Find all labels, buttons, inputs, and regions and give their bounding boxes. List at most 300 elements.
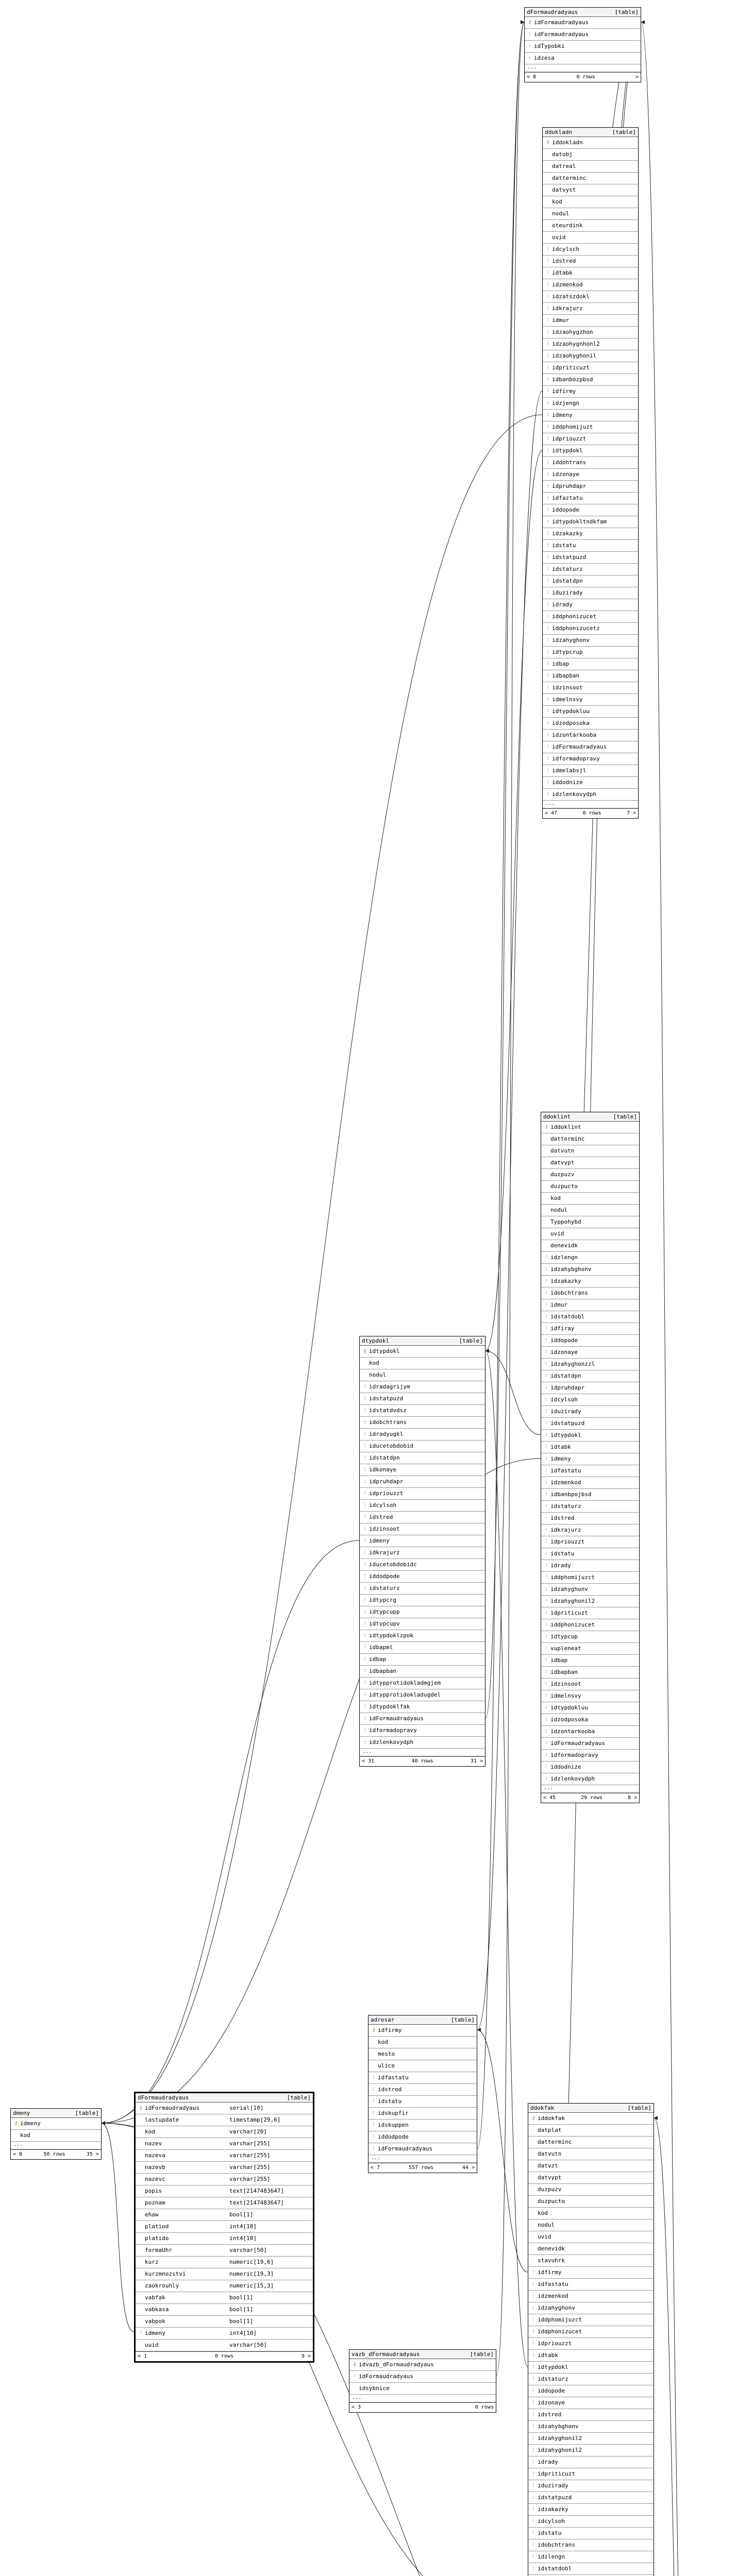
parent-count[interactable]: < 31 <box>362 1758 375 1764</box>
column-row[interactable] <box>543 658 638 670</box>
column-row[interactable] <box>541 1133 639 1145</box>
column-row[interactable] <box>136 2257 313 2268</box>
column-row[interactable] <box>543 765 638 777</box>
column-name: idtypcrup <box>552 649 583 655</box>
column-row[interactable] <box>136 2150 313 2162</box>
table-footer <box>369 2163 477 2173</box>
column-row[interactable] <box>543 611 638 623</box>
parent-count[interactable]: < 8 <box>527 74 537 80</box>
column-row[interactable] <box>360 1535 485 1547</box>
column-row[interactable] <box>528 2504 654 2516</box>
table-name[interactable]: dmeny <box>13 2110 30 2116</box>
foreign-key-icon: ⁝ <box>547 578 549 584</box>
table-header[interactable] <box>525 8 641 17</box>
column-row[interactable] <box>528 2160 654 2172</box>
column-row[interactable] <box>360 1488 485 1500</box>
column-row[interactable] <box>543 552 638 564</box>
table-adresar[interactable] <box>368 2015 477 2173</box>
column-row[interactable] <box>528 2528 654 2539</box>
column-row[interactable] <box>541 1205 639 1216</box>
column-row[interactable] <box>528 2350 654 2362</box>
column-row[interactable] <box>528 2243 654 2255</box>
column-name: idzodposoka <box>550 1716 588 1723</box>
column-row[interactable] <box>136 2304 313 2316</box>
column-name: idcylsoh <box>369 1502 396 1509</box>
table-ddoklint[interactable] <box>541 1112 640 1803</box>
more-columns-indicator[interactable]: ... <box>360 1749 485 1756</box>
table-header[interactable] <box>541 1112 639 1122</box>
column-row[interactable] <box>360 1595 485 1606</box>
column-row[interactable] <box>541 1359 639 1370</box>
more-columns-indicator[interactable]: ... <box>543 801 638 808</box>
column-row[interactable] <box>541 1750 639 1761</box>
column-row[interactable] <box>528 2516 654 2528</box>
table-dformaudradyaus-top[interactable] <box>524 7 641 82</box>
column-row[interactable] <box>360 1512 485 1523</box>
table-header[interactable] <box>369 2015 477 2025</box>
column-row[interactable] <box>543 445 638 457</box>
column-row[interactable] <box>360 1523 485 1535</box>
column-row[interactable] <box>360 1725 485 1737</box>
column-row[interactable] <box>528 2456 654 2468</box>
column-row[interactable] <box>541 1548 639 1560</box>
column-row[interactable] <box>543 161 638 173</box>
column-row[interactable] <box>360 1381 485 1393</box>
table-name[interactable]: dFormaudradyaus <box>527 9 578 15</box>
column-row[interactable] <box>541 1596 639 1607</box>
column-row[interactable] <box>541 1667 639 1679</box>
column-row[interactable] <box>528 2113 654 2125</box>
column-row[interactable] <box>528 2338 654 2350</box>
table-name[interactable]: ddoklint <box>543 1113 571 1120</box>
column-row[interactable] <box>543 433 638 445</box>
column-row[interactable] <box>543 291 638 303</box>
table-ddokladn[interactable] <box>542 127 639 819</box>
foreign-key-icon: ⁝ <box>545 1527 547 1533</box>
column-row[interactable] <box>541 1513 639 1524</box>
column-row[interactable] <box>528 2267 654 2279</box>
more-columns-indicator[interactable]: ... <box>349 2395 496 2402</box>
column-row[interactable] <box>543 267 638 279</box>
column-row[interactable] <box>541 1287 639 1299</box>
table-header[interactable] <box>136 2093 313 2103</box>
column-row[interactable] <box>541 1145 639 1157</box>
column-row[interactable] <box>528 2148 654 2160</box>
table-name[interactable]: dtypdokl <box>362 1337 389 1344</box>
foreign-key-icon: ⁝ <box>547 566 549 572</box>
column-row[interactable] <box>136 2114 313 2126</box>
column-row[interactable] <box>541 1442 639 1453</box>
column-row[interactable] <box>541 1607 639 1619</box>
column-row[interactable] <box>369 2143 477 2155</box>
column-row[interactable] <box>528 2137 654 2148</box>
more-columns-indicator[interactable]: ... <box>11 2142 101 2149</box>
column-row[interactable] <box>543 303 638 315</box>
column-row[interactable] <box>543 149 638 161</box>
column-row[interactable] <box>541 1240 639 1252</box>
column-row[interactable] <box>360 1429 485 1440</box>
child-count[interactable]: 0 rows <box>475 2404 494 2410</box>
column-row[interactable] <box>541 1679 639 1690</box>
column-row[interactable] <box>541 1501 639 1513</box>
column-row[interactable] <box>543 706 638 718</box>
column-row[interactable] <box>543 564 638 575</box>
column-row[interactable] <box>360 1713 485 1725</box>
column-row[interactable] <box>541 1169 639 1181</box>
column-row[interactable] <box>543 753 638 765</box>
column-row[interactable] <box>136 2174 313 2185</box>
parent-count[interactable]: < 1 <box>138 2353 147 2359</box>
column-row[interactable] <box>543 232 638 244</box>
column-row[interactable] <box>528 2231 654 2243</box>
column-row[interactable] <box>541 1643 639 1655</box>
column-row[interactable] <box>360 1689 485 1701</box>
column-row[interactable] <box>541 1714 639 1726</box>
column-row[interactable] <box>541 1453 639 1465</box>
column-row[interactable] <box>543 540 638 552</box>
column-row[interactable] <box>360 1452 485 1464</box>
column-row[interactable] <box>543 421 638 433</box>
column-row[interactable] <box>543 481 638 493</box>
child-count[interactable]: 35 > <box>86 2151 99 2157</box>
child-count[interactable]: 8 > <box>627 1795 637 1801</box>
column-row[interactable] <box>369 2108 477 2120</box>
column-row[interactable] <box>360 1464 485 1476</box>
column-row[interactable] <box>541 1761 639 1773</box>
column-row[interactable] <box>541 1560 639 1572</box>
column-row[interactable] <box>528 2492 654 2504</box>
column-row[interactable] <box>360 1666 485 1677</box>
column-row[interactable] <box>541 1690 639 1702</box>
column-row[interactable] <box>541 1299 639 1311</box>
column-name: idfiray <box>550 1325 575 1332</box>
column-row[interactable] <box>541 1276 639 1287</box>
column-row[interactable] <box>360 1606 485 1618</box>
column-row[interactable] <box>528 2208 654 2219</box>
column-row[interactable] <box>360 1369 485 1381</box>
column-row[interactable] <box>528 2468 654 2480</box>
column-row[interactable] <box>543 493 638 504</box>
foreign-key-icon: ⁝ <box>545 1278 547 1284</box>
column-row[interactable] <box>541 1631 639 1643</box>
column-row[interactable] <box>525 53 641 64</box>
table-dtypdokl[interactable] <box>359 1336 486 1767</box>
column-row[interactable] <box>543 220 638 232</box>
column-row[interactable] <box>543 279 638 291</box>
column-row[interactable] <box>543 338 638 350</box>
column-row[interactable] <box>349 2371 496 2383</box>
column-row[interactable] <box>11 2130 101 2142</box>
column-row[interactable] <box>11 2118 101 2130</box>
column-row[interactable] <box>528 2421 654 2433</box>
table-header[interactable] <box>11 2109 101 2118</box>
child-count[interactable]: 31 > <box>470 1758 483 1764</box>
column-row[interactable] <box>136 2126 313 2138</box>
column-name: denevidk <box>538 2245 565 2252</box>
parent-count[interactable]: < 7 <box>371 2165 380 2171</box>
column-row[interactable] <box>541 1181 639 1193</box>
column-row[interactable] <box>543 694 638 706</box>
parent-count[interactable]: < 47 <box>545 810 558 816</box>
column-row[interactable] <box>541 1157 639 1169</box>
foreign-key-icon: ⁝ <box>547 744 549 750</box>
column-row[interactable] <box>369 2025 477 2037</box>
column-row[interactable] <box>543 635 638 647</box>
column-name: iduzirady <box>550 1408 581 1415</box>
column-row[interactable] <box>136 2162 313 2174</box>
column-row[interactable] <box>541 1335 639 1347</box>
column-row[interactable] <box>543 575 638 587</box>
column-row[interactable] <box>541 1702 639 1714</box>
column-row[interactable] <box>543 256 638 267</box>
column-row[interactable] <box>136 2340 313 2351</box>
column-row[interactable] <box>369 2131 477 2143</box>
column-row[interactable] <box>543 623 638 635</box>
column-row[interactable] <box>360 1642 485 1654</box>
column-row[interactable] <box>543 410 638 421</box>
column-row[interactable] <box>528 2326 654 2338</box>
table-name[interactable]: vazb_dFormaudradyaus <box>352 2351 420 2358</box>
column-row[interactable] <box>541 1536 639 1548</box>
column-row[interactable] <box>541 1430 639 1442</box>
column-row[interactable] <box>360 1737 485 1749</box>
column-row[interactable] <box>360 1701 485 1713</box>
column-row[interactable] <box>543 327 638 338</box>
column-row[interactable] <box>543 362 638 374</box>
column-row[interactable] <box>541 1311 639 1323</box>
column-name: idpriouzzt <box>538 2340 572 2347</box>
table-name[interactable]: ddokladn <box>545 129 572 135</box>
table-name[interactable]: ddokfak <box>530 2105 555 2111</box>
column-name: formaUhr <box>145 2247 172 2253</box>
column-row[interactable] <box>525 17 641 29</box>
parent-count[interactable]: < 45 <box>543 1795 556 1801</box>
more-columns-indicator[interactable]: ... <box>541 1785 639 1793</box>
column-row[interactable] <box>543 137 638 149</box>
column-row[interactable] <box>543 398 638 410</box>
column-row[interactable] <box>543 184 638 196</box>
column-row[interactable] <box>541 1122 639 1133</box>
child-count[interactable]: 7 > <box>626 810 636 816</box>
column-row[interactable] <box>360 1583 485 1595</box>
column-type: int4[10] <box>229 2235 257 2242</box>
column-row[interactable] <box>528 2409 654 2421</box>
column-row[interactable] <box>528 2219 654 2231</box>
column-row[interactable] <box>360 1476 485 1488</box>
column-row[interactable] <box>541 1489 639 1501</box>
column-row[interactable] <box>369 2060 477 2072</box>
column-row[interactable] <box>360 1417 485 1429</box>
table-name[interactable]: dFormaudradyaus <box>138 2094 189 2101</box>
column-row[interactable] <box>528 2445 654 2456</box>
column-row[interactable] <box>360 1500 485 1512</box>
table-header[interactable] <box>349 2350 496 2359</box>
column-row[interactable] <box>369 2120 477 2131</box>
more-columns-indicator[interactable]: ... <box>369 2155 477 2163</box>
column-row[interactable] <box>136 2328 313 2340</box>
column-row[interactable] <box>541 1584 639 1596</box>
column-row[interactable] <box>528 2385 654 2397</box>
column-row[interactable] <box>541 1228 639 1240</box>
column-name: duzpuzv <box>538 2186 562 2193</box>
column-row[interactable] <box>528 2172 654 2184</box>
column-row[interactable] <box>360 1654 485 1666</box>
table-dmeny[interactable] <box>10 2108 102 2160</box>
column-row[interactable] <box>543 741 638 753</box>
column-row[interactable] <box>136 2221 313 2233</box>
column-row[interactable] <box>136 2292 313 2304</box>
column-row[interactable] <box>528 2374 654 2385</box>
column-row[interactable] <box>360 1618 485 1630</box>
column-row[interactable] <box>541 1418 639 1430</box>
column-row[interactable] <box>349 2359 496 2371</box>
column-row[interactable] <box>528 2397 654 2409</box>
column-name: idcylsoh <box>550 1396 578 1403</box>
column-row[interactable] <box>528 2480 654 2492</box>
child-count[interactable]: 9 > <box>301 2353 311 2359</box>
column-row[interactable] <box>528 2302 654 2314</box>
column-name: ulice <box>378 2062 395 2069</box>
primary-key-icon: ⚷ <box>372 2027 376 2033</box>
column-row[interactable] <box>528 2255 654 2267</box>
column-row[interactable] <box>136 2280 313 2292</box>
parent-count[interactable]: < 3 <box>352 2404 361 2410</box>
foreign-key-icon: ⁝ <box>547 246 549 252</box>
column-row[interactable] <box>528 2314 654 2326</box>
table-header[interactable] <box>360 1336 485 1346</box>
column-row[interactable] <box>528 2362 654 2374</box>
foreign-key-icon: ⁝ <box>364 1431 366 1437</box>
column-row[interactable] <box>541 1264 639 1276</box>
column-row[interactable] <box>528 2125 654 2137</box>
column-row[interactable] <box>543 718 638 730</box>
column-row[interactable] <box>360 1358 485 1369</box>
column-row[interactable] <box>360 1547 485 1559</box>
column-row[interactable] <box>541 1726 639 1738</box>
column-row[interactable] <box>360 1630 485 1642</box>
column-row[interactable] <box>541 1477 639 1489</box>
column-row[interactable] <box>541 1524 639 1536</box>
column-row[interactable] <box>541 1252 639 1264</box>
column-row[interactable] <box>543 386 638 398</box>
column-row[interactable] <box>541 1619 639 1631</box>
child-count[interactable]: > <box>635 74 639 80</box>
column-row[interactable] <box>360 1405 485 1417</box>
table-name[interactable]: adresar <box>371 2016 395 2023</box>
column-row[interactable] <box>360 1571 485 1583</box>
column-row[interactable] <box>543 777 638 789</box>
column-row[interactable] <box>543 730 638 741</box>
table-header[interactable] <box>543 128 638 137</box>
column-row[interactable] <box>369 2084 477 2096</box>
column-row[interactable] <box>525 29 641 41</box>
column-row[interactable] <box>543 196 638 208</box>
table-dformaudradyaus-focus[interactable] <box>134 2092 314 2363</box>
more-columns-indicator[interactable]: ... <box>525 64 641 72</box>
column-row[interactable] <box>543 173 638 184</box>
foreign-key-icon: ⁝ <box>545 1373 547 1379</box>
column-row[interactable] <box>528 2184 654 2196</box>
column-row[interactable] <box>541 1406 639 1418</box>
column-row[interactable] <box>543 599 638 611</box>
column-row[interactable] <box>543 516 638 528</box>
column-row[interactable] <box>543 789 638 801</box>
column-row[interactable] <box>543 208 638 220</box>
column-row[interactable] <box>528 2563 654 2575</box>
column-row[interactable] <box>543 374 638 386</box>
column-row[interactable] <box>543 315 638 327</box>
column-row[interactable] <box>528 2291 654 2302</box>
column-row[interactable] <box>543 350 638 362</box>
column-row[interactable] <box>360 1440 485 1452</box>
parent-count[interactable]: < 8 <box>13 2151 23 2157</box>
table-header[interactable] <box>528 2104 654 2113</box>
column-row[interactable] <box>543 670 638 682</box>
column-row[interactable] <box>543 504 638 516</box>
column-row[interactable] <box>136 2209 313 2221</box>
column-row[interactable] <box>541 1323 639 1335</box>
column-row[interactable] <box>541 1465 639 1477</box>
column-row[interactable] <box>528 2433 654 2445</box>
column-row[interactable] <box>136 2268 313 2280</box>
column-row[interactable] <box>136 2197 313 2209</box>
column-row[interactable] <box>541 1572 639 1584</box>
column-row[interactable] <box>541 1216 639 1228</box>
column-row[interactable] <box>369 2048 477 2060</box>
column-row[interactable] <box>528 2551 654 2563</box>
column-row[interactable] <box>543 647 638 658</box>
column-row[interactable] <box>541 1394 639 1406</box>
column-row[interactable] <box>541 1370 639 1382</box>
column-row[interactable] <box>360 1559 485 1571</box>
column-row[interactable] <box>541 1193 639 1205</box>
column-name: idtypdokl <box>538 2364 568 2370</box>
column-row[interactable] <box>349 2383 496 2395</box>
column-row[interactable] <box>525 41 641 53</box>
column-row[interactable] <box>360 1677 485 1689</box>
column-row[interactable] <box>541 1773 639 1785</box>
column-row[interactable] <box>369 2072 477 2084</box>
column-row[interactable] <box>369 2096 477 2108</box>
column-row[interactable] <box>369 2037 477 2048</box>
column-row[interactable] <box>136 2103 313 2114</box>
column-row[interactable] <box>528 2279 654 2291</box>
table-ddokfak[interactable] <box>528 2103 654 2576</box>
column-row[interactable] <box>543 244 638 256</box>
column-row[interactable] <box>360 1346 485 1358</box>
column-row[interactable] <box>543 469 638 481</box>
column-row[interactable] <box>543 682 638 694</box>
column-row[interactable] <box>543 587 638 599</box>
table-vazb-dformaudradyaus[interactable] <box>349 2349 496 2413</box>
column-row[interactable] <box>136 2233 313 2245</box>
column-row[interactable] <box>541 1655 639 1667</box>
column-row[interactable] <box>136 2245 313 2257</box>
column-row[interactable] <box>528 2539 654 2551</box>
column-row[interactable] <box>541 1382 639 1394</box>
column-row[interactable] <box>541 1347 639 1359</box>
column-row[interactable] <box>136 2316 313 2328</box>
column-row[interactable] <box>136 2185 313 2197</box>
child-count[interactable]: 44 > <box>462 2165 475 2171</box>
column-name: idtypcrg <box>369 1597 396 1603</box>
column-row[interactable] <box>136 2138 313 2150</box>
column-row[interactable] <box>543 457 638 469</box>
column-row[interactable] <box>543 528 638 540</box>
column-row[interactable] <box>360 1393 485 1405</box>
column-row[interactable] <box>528 2196 654 2208</box>
column-row[interactable] <box>541 1738 639 1750</box>
